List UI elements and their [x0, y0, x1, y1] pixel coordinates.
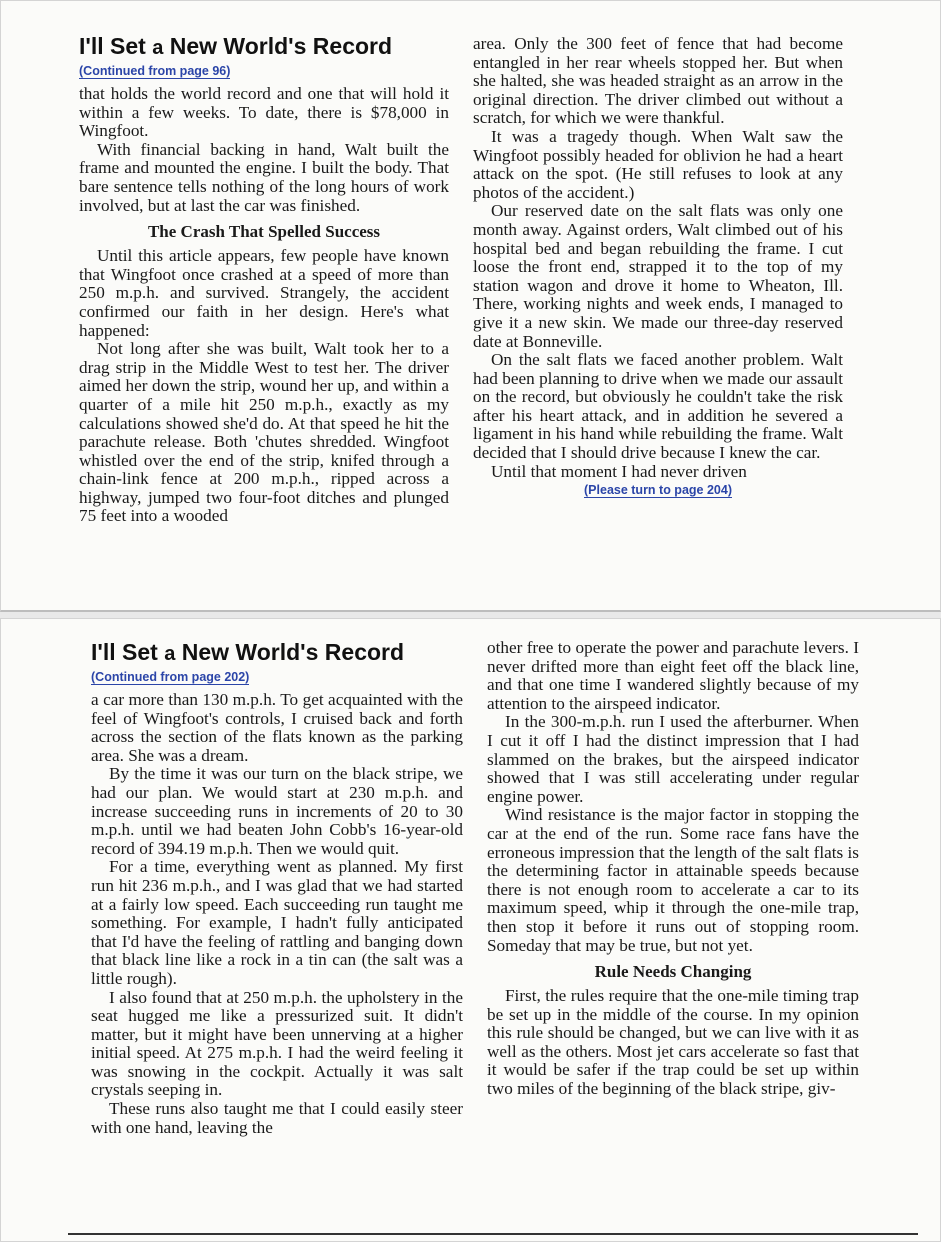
article-title: I'll Set a New World's Record: [79, 33, 393, 59]
paragraph: Our reserved date on the salt flats was only one month away. Against orders, Walt climbed out of his hospital bed and began rebuilding the frame. I cut loose the front end, strapped it to the top of my station wagon and drove it home to Wheaton, Ill. There, working nights and week ends, I managed to give it a new skin. We made our three-day reserved date at Bonneville.: [473, 201, 843, 351]
paragraph: Until that moment I had never driven: [491, 461, 747, 481]
paragraph: On the salt flats we faced another problem. Walt had been planning to drive when we made our assault on the record, but obviously he couldn't take the risk after his heart attack, and in addition he severed a ligament in his hand while rebuilding the frame. Walt decided that I should drive because I knew the car.: [473, 350, 843, 463]
paragraph: It was a tragedy though. When Walt saw the Wingfoot possibly headed for oblivion he had a heart attack on the spot. (He still refuses to look at any photos of the accident.): [473, 126, 843, 202]
article-title: I'll Set a New World's Record: [91, 639, 405, 665]
page1-right-column: [473, 35, 843, 498]
paragraph: Not long after she was built, Walt took her to a drag strip in the Middle West to test her. The driver aimed her down the strip, wound her up, and within a quarter of a mile hit 250 m.p.h., exactly as my calculations showed she'd do. At that speed he hit the parachute release. Both 'chutes shredded. Wingfoot whistled over the end of the strip, knifed through a chain-link fence at 200 m.p.h., ripped across a highway, jumped two four-foot ditches and plunged 75 feet into a wooded: [79, 339, 449, 526]
magazine-page-top: [0, 0, 941, 612]
page2-right-column: [487, 639, 859, 1099]
page2-left-column: [91, 639, 463, 1137]
section-heading: The Crash That Spelled Success: [147, 222, 381, 242]
paragraph: I also found that at 250 m.p.h. the upholstery in the seat hugged me like a pressurized suit. It didn't matter, but it might have been unnerving at a higher initial speed. At 275 m.p.h. I had the weird feeling it was snowing in the cockpit. Actually it was salt crystals seeping in.: [91, 987, 463, 1100]
section-heading: Rule Needs Changing: [594, 962, 752, 982]
paragraph: other free to operate the power and parachute levers. I never drifted more than eight feet off the black line, and that one time I wandered slightly because of my attention to the airspeed indicator.: [487, 638, 859, 713]
bottom-rule-divider: [68, 1233, 918, 1235]
paragraph: In the 300-m.p.h. run I used the afterburner. When I cut it off I had the distinct impression that I had slammed on the brakes, but the airspeed indicator showed that I was still accelerating under regular engine power.: [487, 712, 859, 806]
turn-to-page-link[interactable]: (Please turn to page 204): [584, 483, 732, 498]
paragraph: These runs also taught me that I could easily steer with one hand, leaving the: [91, 1099, 463, 1137]
paragraph: Until this article appears, few people have known that Wingfoot once crashed at a speed of more than 250 m.p.h. and survived. Strangely, the accident confirmed our faith in her design. Here's what happened:: [79, 246, 449, 340]
paragraph: Wind resistance is the major factor in stopping the car at the end of the run. Some race fans have the erroneous impression that the length of the salt flats is the determining factor in attainable speeds because there is not enough room to accelerate a car to its maximum speed, whip it through the one-mile trap, then stop it before it runs out of stopping room. Someday that may be true, but not yet.: [487, 805, 859, 955]
page1-left-column: [79, 33, 449, 526]
paragraph: area. Only the 300 feet of fence that had become entangled in her rear wheels stopped her. But when she halted, she was headed straight as an arrow in the original direction. The driver climbed out without a scratch, for which we were thankful.: [473, 34, 843, 128]
paragraph: First, the rules require that the one-mile timing trap be set up in the middle of the course. In my opinion this rule should be changed, but we can live with it as well as the others. Most jet cars accelerate so fast that it would be safer if the trap could be set up within two miles of the beginning of the black stripe, giv-: [487, 986, 859, 1099]
paragraph: that holds the world record and one that will hold it within a few weeks. To date, there is $78,000 in Wingfoot.: [79, 84, 449, 141]
paragraph: By the time it was our turn on the black stripe, we had our plan. We would start at 230 m.p.h. and increase succeeding runs in increments of 20 to 30 m.p.h. until we had beaten John Cobb's 16-year-old record of 394.19 m.p.h. Then we would quit.: [91, 764, 463, 858]
magazine-page-bottom: [0, 618, 941, 1242]
continued-from-link[interactable]: (Continued from page 96): [79, 64, 231, 78]
paragraph: With financial backing in hand, Walt built the frame and mounted the engine. I built the body. That bare sentence tells nothing of the long hours of work involved, but at last the car was finished.: [79, 139, 449, 215]
paragraph: a car more than 130 m.p.h. To get acquainted with the feel of Wingfoot's controls, I cruised back and forth across the section of the flats known as the parking area. She was a dream.: [91, 690, 463, 765]
continued-from-link[interactable]: (Continued from page 202): [91, 670, 250, 684]
paragraph: For a time, everything went as planned. My first run hit 236 m.p.h., and I was glad that we had started at a fairly low speed. Each succeeding run taught me something. For example, I hadn't fully anticipated that I'd have the feeling of rattling and banging down that black line like a rock in a tin can (the salt was a little rough).: [91, 857, 463, 988]
